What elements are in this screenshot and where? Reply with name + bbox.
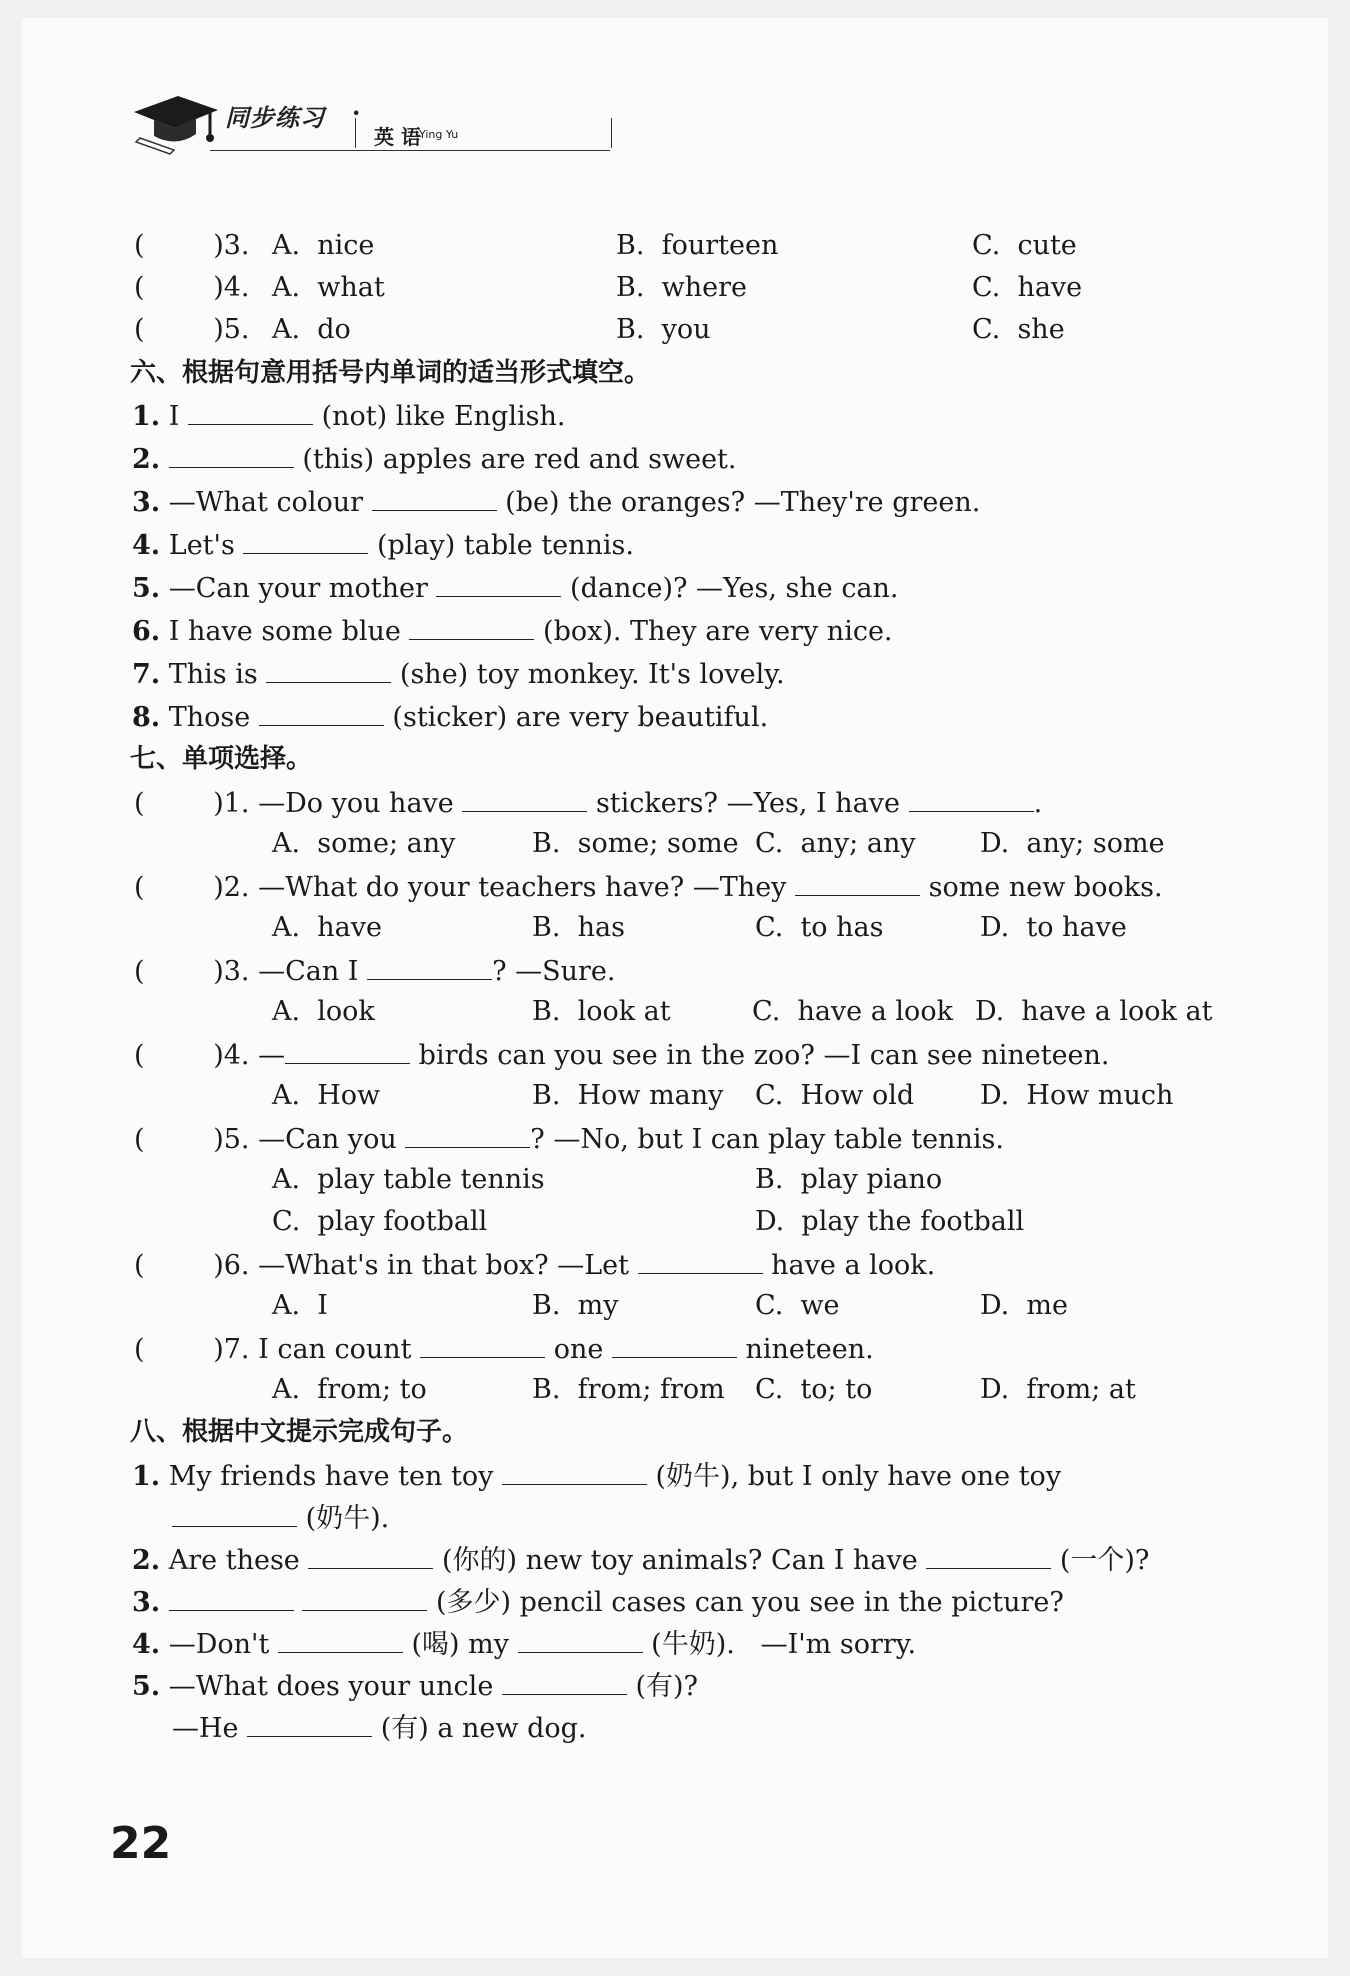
p6-item-2: 2. (this) apples are red and sweet. xyxy=(132,441,737,477)
p6-item-1: 1. I (not) like English. xyxy=(132,398,565,434)
p7-q7-blank-2[interactable] xyxy=(612,1331,737,1358)
p7-q7-option-d[interactable]: D. from; at xyxy=(980,1374,1136,1405)
p7-q6-option-a[interactable]: A. I xyxy=(272,1290,328,1321)
p7-q4-option-b[interactable]: B. How many xyxy=(532,1080,724,1111)
p6-item-4: 4. Let's (play) table tennis. xyxy=(132,527,634,563)
p8-item-5: 5. —What does your uncle (有)? xyxy=(132,1668,698,1704)
p7-q3-option-d[interactable]: D. have a look at xyxy=(975,996,1213,1027)
p5-q5-option-a: A. do xyxy=(272,314,351,345)
p8-item4-blank-1[interactable] xyxy=(278,1626,403,1653)
p7-q7-option-b[interactable]: B. from; from xyxy=(532,1374,725,1405)
p7-q2-option-c[interactable]: C. to has xyxy=(755,912,884,943)
p8-item1-blank-1[interactable] xyxy=(502,1458,647,1485)
p5-q5-option-b: B. you xyxy=(616,314,711,345)
p7-q5-option-c[interactable]: C. play football xyxy=(272,1206,488,1237)
p7-q7-option-c[interactable]: C. to; to xyxy=(755,1374,873,1405)
p7-q7-blank-1[interactable] xyxy=(420,1331,545,1358)
p7-q5-option-d[interactable]: D. play the football xyxy=(755,1206,1025,1237)
p7-q2-stem: ( )2. —What do your teachers have? —They some new books. xyxy=(134,869,1163,905)
p5-q3-number: ( )3. xyxy=(134,230,250,261)
p8-item3-blank-1[interactable] xyxy=(169,1584,294,1611)
p7-q1-option-b[interactable]: B. some; some xyxy=(532,828,739,859)
p5-q3-option-a: A. nice xyxy=(272,230,375,261)
p6-item-5: 5. —Can your mother (dance)? —Yes, she can. xyxy=(132,570,899,606)
p6-blank-7[interactable] xyxy=(266,656,391,683)
page-header xyxy=(130,88,480,158)
p7-q4-blank[interactable] xyxy=(285,1037,410,1064)
p7-q6-stem: ( )6. —What's in that box? —Let have a look. xyxy=(134,1247,935,1283)
p7-q4-option-c[interactable]: C. How old xyxy=(755,1080,915,1111)
p7-q1-stem: ( )1. —Do you have stickers? —Yes, I have . xyxy=(134,785,1042,821)
subject-pinyin: Ying Yu xyxy=(419,128,459,141)
subject-box xyxy=(355,118,612,148)
p7-q3-option-c[interactable]: C. have a look xyxy=(752,996,953,1027)
p8-item1-blank-2[interactable] xyxy=(172,1500,297,1527)
p7-q3-blank[interactable] xyxy=(367,953,492,980)
p6-blank-5[interactable] xyxy=(436,570,561,597)
p6-blank-8[interactable] xyxy=(259,699,384,726)
p8-item2-blank-2[interactable] xyxy=(926,1542,1051,1569)
graduation-cap-icon xyxy=(130,90,220,156)
p5-q3-option-c: C. cute xyxy=(972,230,1077,261)
p7-q6-option-d[interactable]: D. me xyxy=(980,1290,1069,1321)
p7-q4-stem: ( )4. — birds can you see in the zoo? —I can see nineteen. xyxy=(134,1037,1110,1073)
p7-q6-option-c[interactable]: C. we xyxy=(755,1290,840,1321)
p7-q5-option-a[interactable]: A. play table tennis xyxy=(272,1164,545,1195)
p7-q1-option-a[interactable]: A. some; any xyxy=(272,828,456,859)
p5-q4-option-c: C. have xyxy=(972,272,1083,303)
p7-q5-blank[interactable] xyxy=(405,1121,530,1148)
subject-label: 英 语 xyxy=(374,125,421,149)
p7-q1-blank-1[interactable] xyxy=(462,785,587,812)
p5-q5-number: ( )5. xyxy=(134,314,250,345)
p7-q5-option-b[interactable]: B. play piano xyxy=(755,1164,943,1195)
p7-q6-blank[interactable] xyxy=(638,1247,763,1274)
p8-item5-blank-1[interactable] xyxy=(502,1668,627,1695)
p6-blank-2[interactable] xyxy=(169,441,294,468)
p6-blank-3[interactable] xyxy=(372,484,497,511)
p7-q2-option-a[interactable]: A. have xyxy=(272,912,382,943)
p6-item-7: 7. This is (she) toy monkey. It's lovely. xyxy=(132,656,785,692)
p7-q1-option-c[interactable]: C. any; any xyxy=(755,828,916,859)
p7-q7-option-a[interactable]: A. from; to xyxy=(272,1374,427,1405)
p8-item2-blank-1[interactable] xyxy=(308,1542,433,1569)
p7-q5-stem: ( )5. —Can you ? —No, but I can play table tennis. xyxy=(134,1121,1004,1157)
p7-q6-option-b[interactable]: B. my xyxy=(532,1290,619,1321)
p8-item4-blank-2[interactable] xyxy=(518,1626,643,1653)
p7-q2-option-b[interactable]: B. has xyxy=(532,912,625,943)
p5-q4-number: ( )4. xyxy=(134,272,250,303)
section-8-title: 八、根据中文提示完成句子。 xyxy=(130,1417,469,1447)
p6-blank-4[interactable] xyxy=(243,527,368,554)
p7-q4-option-d[interactable]: D. How much xyxy=(980,1080,1174,1111)
p8-item3-blank-2[interactable] xyxy=(302,1584,427,1611)
section-6-title: 六、根据句意用括号内单词的适当形式填空。 xyxy=(130,358,651,388)
p7-q2-blank[interactable] xyxy=(795,869,920,896)
p5-q5-option-c: C. she xyxy=(972,314,1065,345)
p7-q7-stem: ( )7. I can count one nineteen. xyxy=(134,1331,874,1367)
p6-blank-1[interactable] xyxy=(188,398,313,425)
p7-q1-blank-2[interactable] xyxy=(909,785,1034,812)
p7-q2-option-d[interactable]: D. to have xyxy=(980,912,1127,943)
header-rule xyxy=(210,150,610,151)
p5-q4-option-b: B. where xyxy=(616,272,747,303)
section-7-title: 七、单项选择。 xyxy=(130,744,313,774)
p6-item-3: 3. —What colour (be) the oranges? —They're green. xyxy=(132,484,980,520)
p8-item-4: 4. —Don't (喝) my (牛奶). —I'm sorry. xyxy=(132,1626,916,1662)
p6-blank-6[interactable] xyxy=(409,613,534,640)
p7-q1-option-d[interactable]: D. any; some xyxy=(980,828,1165,859)
p8-item5-blank-2[interactable] xyxy=(247,1710,372,1737)
p6-item-8: 8. Those (sticker) are very beautiful. xyxy=(132,699,768,735)
p6-item-6: 6. I have some blue (box). They are very nice. xyxy=(132,613,893,649)
p5-q4-option-a: A. what xyxy=(272,272,385,303)
p7-q3-option-b[interactable]: B. look at xyxy=(532,996,671,1027)
p8-item-5-answer: —He (有) a new dog. xyxy=(172,1710,587,1746)
p5-q3-option-b: B. fourteen xyxy=(616,230,779,261)
p8-item-1-cont: (奶牛). xyxy=(172,1500,389,1536)
p7-q3-option-a[interactable]: A. look xyxy=(272,996,375,1027)
p8-item-1: 1. My friends have ten toy (奶牛), but I only have one toy xyxy=(132,1458,1061,1494)
header-title: 同步练习 xyxy=(225,104,325,132)
p7-q3-stem: ( )3. —Can I ? —Sure. xyxy=(134,953,615,989)
header-dot: · xyxy=(352,98,361,127)
p8-item-2: 2. Are these (你的) new toy animals? Can I have (一个)? xyxy=(132,1542,1149,1578)
p8-item-3: 3. (多少) pencil cases can you see in the picture? xyxy=(132,1584,1064,1620)
page-number: 22 xyxy=(110,1818,172,1869)
p7-q4-option-a[interactable]: A. How xyxy=(272,1080,381,1111)
